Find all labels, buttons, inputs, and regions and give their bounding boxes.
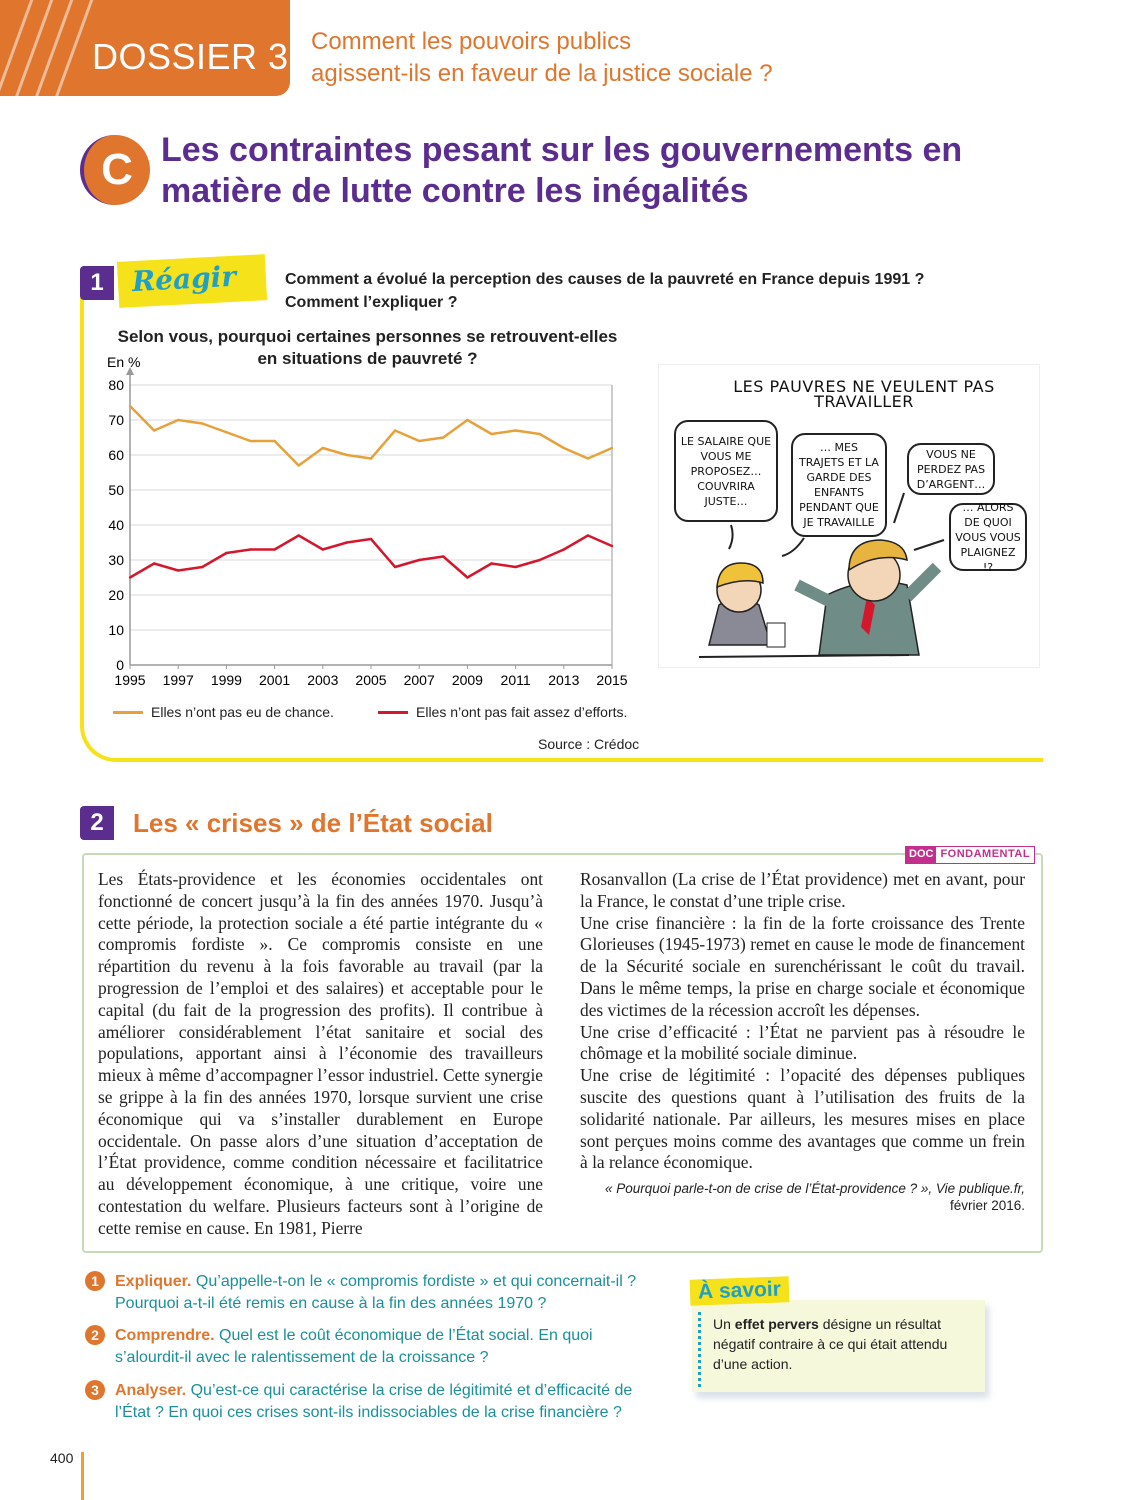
x-tick-label: 2015: [596, 672, 628, 688]
legend-item: [113, 704, 334, 720]
x-tick-label: 2003: [307, 672, 339, 688]
article-column-left: Les États-providence et les économies occidentales ont fonctionné de concert jusqu’à la fin des années 1970. Jusqu’à cette période, la protection sociale a été partie intégrante du « compromis fordiste ». Ce compromis consiste en une répartition du revenu à la fois favorable au travail (par la progression de l’emploi et des salaires) et acceptable pour le capital (du fait de la progression des profits). Il contribue à améliorer considérablement l’état sanitaire et social des populations, apportant ainsi à l’économie des travailleurs mieux à même d’accompagner l’essor industriel. Cette synergie se grippe à la fin des années 1970, lorsque survient une crise économique qui va s’installer durablement en Europe occidentale. On passe alors d’une situation d’acceptation de l’État providence, comme condition nécessaire et facilitatrice au développement économique, à une critique, voire une contestation du welfare. Plusieurs facteurs sont à l’origine de cette remise en cause. En 1981, Pierre: [98, 869, 543, 1238]
data-point: [153, 429, 155, 431]
data-point: [418, 559, 420, 561]
data-point: [587, 534, 589, 536]
reagir-banner: Réagir: [117, 254, 267, 308]
doc1-question: Comment l’expliquer ?: [285, 294, 458, 311]
question-number: 1: [85, 1271, 105, 1291]
source-line: février 2016.: [949, 1198, 1025, 1214]
y-tick-label: 20: [108, 587, 124, 603]
article-column-right: [580, 869, 1025, 1214]
dossier-title-line: Comment les pouvoirs publics: [311, 28, 632, 55]
data-point: [611, 447, 613, 449]
y-axis-label: En %: [107, 355, 141, 370]
data-point: [298, 534, 300, 536]
tag-doc: DOC: [906, 847, 936, 863]
x-tick-label: 1995: [114, 672, 146, 688]
data-point: [514, 429, 516, 431]
doc1-number-badge: 1: [80, 266, 114, 300]
x-tick-label: 2005: [355, 672, 387, 688]
line-chart: [100, 355, 645, 700]
section-title: Les contraintes pesant sur les gouvernements en matière de lutte contre les inégalités: [161, 131, 963, 210]
data-point: [322, 447, 324, 449]
question-2: [85, 1325, 665, 1369]
dossier-title-line: agissent-ils en faveur de la justice sociale ?: [311, 60, 773, 87]
section-letter-badge: C: [80, 135, 150, 205]
bubble-text: LE SALAIRE QUE VOUS ME PROPOSEZ… COUVRIRA JUSTE…: [680, 434, 772, 508]
data-point: [370, 538, 372, 540]
data-point: [394, 429, 396, 431]
y-tick-label: 40: [108, 517, 124, 533]
series-line-1: [130, 536, 612, 578]
question-text: Qu’appelle-t-on le « compromis fordiste » et qui concernait-il ? Pourquoi a-t-il été remis en cause à la fin des années 1970 ?: [115, 1273, 637, 1312]
data-point: [539, 433, 541, 435]
legend-label: Elles n’ont pas eu de chance.: [151, 704, 334, 720]
data-point: [418, 440, 420, 442]
y-tick-label: 10: [108, 622, 124, 638]
data-point: [201, 422, 203, 424]
article-paragraph: Une crise de légitimité : l’opacité des dépenses publiques suscite des questions quant à l’utilisation des fruits de la solidarité nationale. Par ailleurs, les mesures mises en place sont perçues moins comme des avantages que comme un frein à la relance économique.: [580, 1065, 1025, 1173]
data-point: [611, 545, 613, 547]
chart-source: Source : Crédoc: [538, 736, 640, 752]
chart-title: Selon vous, pourquoi certaines personnes se retrouvent-elles en situations de pauvreté ?: [117, 327, 618, 368]
data-point: [225, 552, 227, 554]
data-point: [129, 576, 131, 578]
bubble-text: VOUS NE PERDEZ PAS D’ARGENT…: [916, 447, 986, 491]
y-tick-label: 50: [108, 482, 124, 498]
article-paragraph: Rosanvallon (La crise de l’État providence) met en avant, pour la France, le constat d’une triple crise.: [580, 869, 1025, 911]
doc1-questions: [285, 268, 924, 314]
question-number: 2: [85, 1325, 105, 1345]
data-point: [273, 548, 275, 550]
y-tick-label: 0: [116, 657, 124, 673]
question-number: 3: [85, 1380, 105, 1400]
data-point: [394, 566, 396, 568]
article-paragraph: Une crise financière : la fin de la forte croissance des Trente Glorieuses (1945-1973) remet en cause le mode de financement de la Sécurité sociale en surenchérissant le coût du travail. Dans le même temps, la prise en charge sociale et économique des victimes de la récession accroît les dépenses.: [580, 912, 1025, 1020]
x-tick-label: 2007: [403, 672, 435, 688]
bubble-text: … MES TRAJETS ET LA GARDE DES ENFANTS PENDANT QUE JE TRAVAILLE: [799, 441, 879, 529]
page-bar: [81, 1452, 84, 1500]
x-tick-label: 1999: [210, 672, 242, 688]
text: Un: [713, 1316, 735, 1332]
y-tick-label: 80: [108, 377, 124, 393]
doc-fondamental-tag: [905, 846, 1035, 864]
a-savoir-label: À savoir: [690, 1276, 790, 1305]
doc1-question: Comment a évolué la perception des causes de la pauvreté en France depuis 1991 ?: [285, 271, 925, 288]
series-line-0: [130, 406, 612, 466]
data-point: [563, 548, 565, 550]
data-point: [273, 440, 275, 442]
data-point: [298, 464, 300, 466]
y-tick-label: 60: [108, 447, 124, 463]
x-tick-label: 2001: [259, 672, 291, 688]
data-point: [514, 566, 516, 568]
data-point: [225, 431, 227, 433]
dossier-label: DOSSIER 3: [92, 36, 289, 77]
data-point: [466, 576, 468, 578]
data-point: [177, 569, 179, 571]
question-verb: Expliquer.: [115, 1273, 192, 1290]
data-point: [370, 457, 372, 459]
data-point: [442, 555, 444, 557]
question-text: Quel est le coût économique de l’État social. En quoi s’alourdit-il avec le ralentissement de la croissance ?: [115, 1327, 593, 1366]
page-number: 400: [50, 1450, 74, 1466]
article-source: [580, 1180, 1025, 1214]
y-tick-label: 70: [108, 412, 124, 428]
source-line: « Pourquoi parle-t-on de crise de l’État-providence ? », Vie publique.fr,: [604, 1181, 1025, 1197]
x-tick-label: 2013: [548, 672, 580, 688]
text: désigne un résultat négatif contraire à ce qui était attendu d’une action.: [713, 1316, 948, 1372]
question-verb: Comprendre.: [115, 1327, 215, 1344]
tag-fondamental: FONDAMENTAL: [940, 848, 1031, 860]
data-point: [466, 419, 468, 421]
dotted-rule: [698, 1312, 701, 1387]
data-point: [201, 566, 203, 568]
a-savoir-text: [713, 1314, 975, 1374]
data-point: [442, 436, 444, 438]
data-point: [153, 562, 155, 564]
bubble-text: … ALORS DE QUOI VOUS VOUS PLAIGNEZ !?: [955, 500, 1021, 574]
doc2-title: Les « crises » de l’État social: [133, 808, 493, 838]
x-tick-label: 2011: [500, 672, 531, 688]
data-point: [490, 433, 492, 435]
cartoon: [658, 364, 1040, 668]
data-point: [490, 562, 492, 564]
data-point: [177, 419, 179, 421]
data-point: [249, 548, 251, 550]
data-point: [129, 405, 131, 407]
data-point: [563, 447, 565, 449]
question-1: [85, 1271, 665, 1315]
article-paragraph: Une crise d’efficacité : l’État ne parvient pas à résoudre le chômage et la mobilité sociale diminue.: [580, 1021, 1025, 1064]
question-text: Qu’est-ce qui caractérise la crise de légitimité et d’efficacité de l’État ? En quoi ces crises sont-ils indissociables de la crise financière ?: [115, 1382, 633, 1421]
legend-label: Elles n’ont pas fait assez d’efforts.: [416, 704, 628, 720]
data-point: [587, 457, 589, 459]
question-3: [85, 1380, 665, 1424]
legend-item: [378, 704, 627, 720]
data-point: [249, 440, 251, 442]
data-point: [346, 454, 348, 456]
doc2-number-badge: 2: [80, 806, 114, 840]
question-verb: Analyser.: [115, 1382, 187, 1399]
x-tick-label: 1997: [162, 672, 194, 688]
cartoon-characters-illustration: [659, 365, 1041, 669]
y-tick-label: 30: [108, 552, 124, 568]
dossier-title: [311, 26, 773, 90]
data-point: [346, 541, 348, 543]
term: effet pervers: [734, 1316, 819, 1332]
x-tick-label: 2009: [451, 672, 483, 688]
data-point: [539, 559, 541, 561]
cartoon-title: LES PAUVRES NE VEULENT PAS TRAVAILLER: [733, 377, 995, 411]
data-point: [322, 548, 324, 550]
